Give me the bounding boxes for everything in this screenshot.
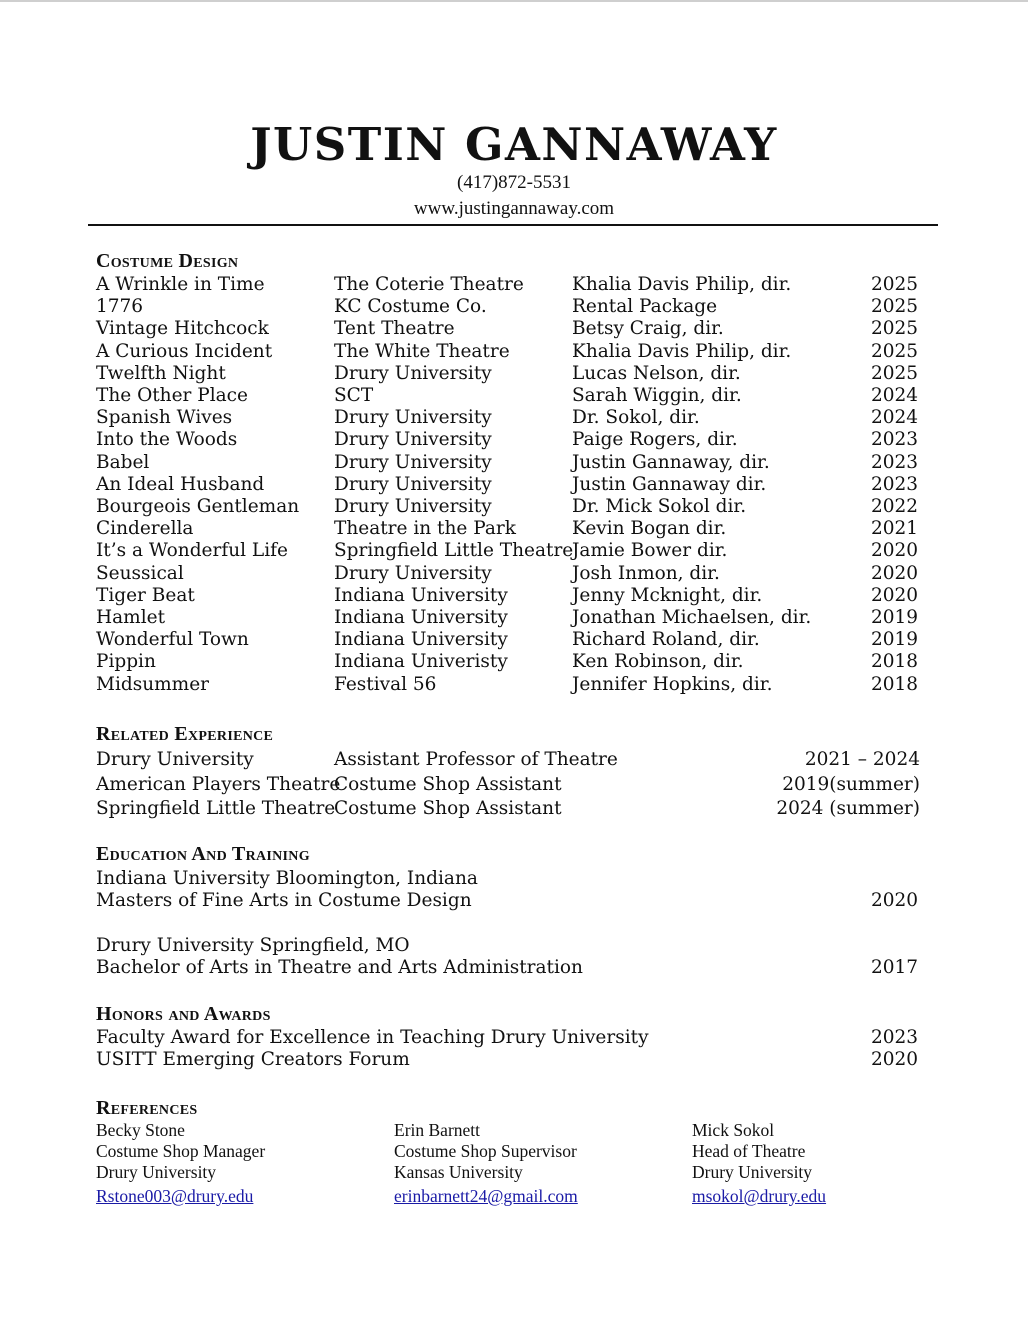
costume-design-row (0, 318, 1028, 340)
honor-year: 2020 (871, 1049, 919, 1070)
director-credit: Jenny Mcknight, dir. (572, 584, 763, 606)
costume-design-row (0, 518, 1028, 540)
venue: The White Theatre (334, 340, 510, 362)
venue: Drury University (334, 407, 492, 429)
costume-design-row (0, 341, 1028, 363)
year: 2018 (871, 673, 919, 695)
show-title: Seussical (96, 562, 184, 584)
experience-row (0, 798, 1028, 820)
year: 2021 (871, 518, 919, 540)
experience-years: 2021 – 2024 (804, 749, 920, 770)
reference-title: Head of Theatre (692, 1141, 806, 1161)
director-credit: Betsy Craig, dir. (572, 318, 724, 340)
venue: Drury University (334, 429, 492, 451)
show-title: Hamlet (96, 607, 166, 628)
website: www.justingannaway.com (413, 198, 615, 219)
costume-design-heading: Costume Design (96, 250, 239, 272)
costume-design-row (0, 296, 1028, 318)
year: 2025 (871, 340, 919, 362)
venue: Drury University (334, 362, 492, 384)
venue: Indiana University (334, 629, 508, 651)
references-heading: References (96, 1097, 198, 1119)
director-credit: Dr. Mick Sokol dir. (572, 496, 747, 517)
reference-card (692, 1120, 826, 1207)
honor-award: Faculty Award for Excellence in Teaching Drury University (96, 1027, 649, 1048)
costume-design-row (0, 651, 1028, 673)
venue: Springfield Little Theatre (334, 540, 574, 562)
experience-role: Costume Shop Assistant (334, 798, 562, 819)
venue: Indiana Univeristy (334, 651, 508, 673)
costume-design-row (0, 496, 1028, 518)
reference-org: Drury University (96, 1162, 217, 1182)
reference-card (394, 1120, 578, 1207)
director-credit: Jamie Bower dir. (572, 540, 728, 562)
year: 2025 (871, 274, 919, 295)
experience-org: Drury University (96, 749, 254, 770)
costume-design-row (0, 429, 1028, 451)
experience-row (0, 774, 1028, 796)
costume-design-row (0, 674, 1028, 696)
venue: Theatre in the Park (334, 518, 516, 540)
costume-design-row (0, 629, 1028, 651)
costume-design-row (0, 452, 1028, 474)
reference-email-link[interactable]: erinbarnett24@gmail.com (394, 1186, 578, 1206)
education-year: 2017 (871, 957, 919, 978)
year: 2025 (871, 362, 919, 384)
honor-year: 2023 (871, 1027, 919, 1048)
experience-row (0, 749, 1028, 771)
education-degree: Bachelor of Arts in Theatre and Arts Administration (96, 957, 583, 978)
year: 2020 (871, 562, 919, 584)
show-title: Wonderful Town (96, 629, 249, 651)
education-degree: Masters of Fine Arts in Costume Design (96, 890, 472, 911)
director-credit: Lucas Nelson, dir. (572, 362, 741, 384)
show-title: Into the Woods (96, 429, 238, 451)
show-title: A Wrinkle in Time (96, 274, 265, 295)
director-credit: Richard Roland, dir. (572, 629, 760, 651)
related-experience-heading: Related Experience (96, 723, 274, 745)
education-school: Indiana University Bloomington, Indiana (96, 868, 478, 889)
venue: Tent Theatre (334, 318, 455, 340)
year: 2018 (871, 651, 919, 673)
year: 2023 (871, 429, 919, 451)
director-credit: Ken Robinson, dir. (572, 651, 744, 673)
header-divider (88, 224, 938, 226)
venue: KC Costume Co. (334, 296, 487, 318)
year: 2025 (871, 296, 919, 318)
venue: Festival 56 (334, 673, 437, 695)
costume-design-row (0, 563, 1028, 585)
venue: Drury University (334, 562, 492, 584)
director-credit: Justin Gannaway dir. (572, 473, 767, 495)
year: 2019 (871, 629, 919, 651)
year: 2024 (871, 407, 919, 429)
director-credit: Jonathan Michaelsen, dir. (572, 607, 812, 628)
director-credit: Khalia Davis Philip, dir. (572, 340, 792, 362)
show-title: Pippin (96, 651, 156, 673)
experience-role: Assistant Professor of Theatre (334, 749, 618, 770)
costume-design-row (0, 474, 1028, 496)
director-credit: Khalia Davis Philip, dir. (572, 274, 792, 295)
year: 2022 (871, 496, 919, 517)
honors-heading: Honors and Awards (96, 1003, 271, 1025)
education-entry (0, 868, 1028, 890)
show-title: Cinderella (96, 518, 194, 540)
reference-title: Costume Shop Manager (96, 1141, 266, 1161)
reference-title: Costume Shop Supervisor (394, 1141, 577, 1161)
show-title: Bourgeois Gentleman (96, 496, 300, 517)
director-credit: Paige Rogers, dir. (572, 429, 738, 451)
costume-design-row (0, 363, 1028, 385)
show-title: A Curious Incident (96, 340, 273, 362)
education-school: Drury University Springfield, MO (96, 935, 410, 956)
reference-email-link[interactable]: Rstone003@drury.edu (96, 1186, 254, 1206)
venue: Drury University (334, 473, 492, 495)
venue: Drury University (334, 451, 492, 473)
honor-award: USITT Emerging Creators Forum (96, 1049, 410, 1070)
director-credit: Rental Package (572, 296, 718, 318)
show-title: 1776 (96, 296, 144, 318)
director-credit: Justin Gannaway, dir. (572, 451, 770, 473)
costume-design-row (0, 585, 1028, 607)
resume-name: JUSTIN GANNAWAY (250, 118, 778, 171)
show-title: The Other Place (96, 385, 248, 406)
director-credit: Sarah Wiggin, dir. (572, 385, 742, 406)
show-title: An Ideal Husband (96, 473, 265, 495)
education-entry (0, 890, 1028, 912)
year: 2023 (871, 473, 919, 495)
reference-email-link[interactable]: msokol@drury.edu (692, 1186, 827, 1206)
reference-name: Becky Stone (96, 1120, 185, 1140)
director-credit: Josh Inmon, dir. (572, 562, 720, 584)
experience-org: American Players Theatre (96, 774, 341, 795)
education-heading: Education And Training (96, 843, 310, 865)
phone-number: (417)872-5531 (457, 172, 571, 193)
venue: The Coterie Theatre (334, 274, 524, 295)
director-credit: Jennifer Hopkins, dir. (572, 673, 773, 695)
year: 2024 (871, 385, 919, 406)
year: 2020 (871, 584, 919, 606)
honor-row (0, 1027, 1028, 1049)
honor-row (0, 1049, 1028, 1071)
venue: Indiana University (334, 584, 508, 606)
venue: Drury University (334, 496, 492, 517)
education-entry (0, 935, 1028, 957)
director-credit: Dr. Sokol, dir. (572, 407, 700, 429)
show-title: Vintage Hitchcock (96, 318, 269, 340)
education-year: 2020 (871, 890, 919, 911)
year: 2025 (871, 318, 919, 340)
experience-years: 2024 (summer) (776, 798, 920, 819)
show-title: Babel (96, 451, 150, 473)
reference-name: Erin Barnett (394, 1120, 481, 1140)
year: 2020 (871, 540, 919, 562)
costume-design-row (0, 274, 1028, 296)
year: 2023 (871, 451, 919, 473)
reference-name: Mick Sokol (692, 1120, 775, 1140)
venue: SCT (334, 385, 374, 406)
show-title: Spanish Wives (96, 407, 233, 429)
show-title: It’s a Wonderful Life (96, 540, 288, 562)
reference-org: Kansas University (394, 1162, 523, 1182)
reference-org: Drury University (692, 1162, 813, 1182)
experience-role: Costume Shop Assistant (334, 774, 562, 795)
education-entry (0, 957, 1028, 979)
show-title: Tiger Beat (96, 584, 195, 606)
year: 2019 (871, 607, 919, 628)
show-title: Twelfth Night (96, 362, 226, 384)
costume-design-row (0, 540, 1028, 562)
reference-card (96, 1120, 265, 1207)
costume-design-row (0, 407, 1028, 429)
director-credit: Kevin Bogan dir. (572, 518, 727, 540)
costume-design-row (0, 385, 1028, 407)
venue: Indiana University (334, 607, 508, 628)
experience-org: Springfield Little Theatre (96, 798, 336, 819)
experience-years: 2019(summer) (782, 774, 920, 795)
costume-design-row (0, 607, 1028, 629)
show-title: Midsummer (96, 673, 209, 695)
